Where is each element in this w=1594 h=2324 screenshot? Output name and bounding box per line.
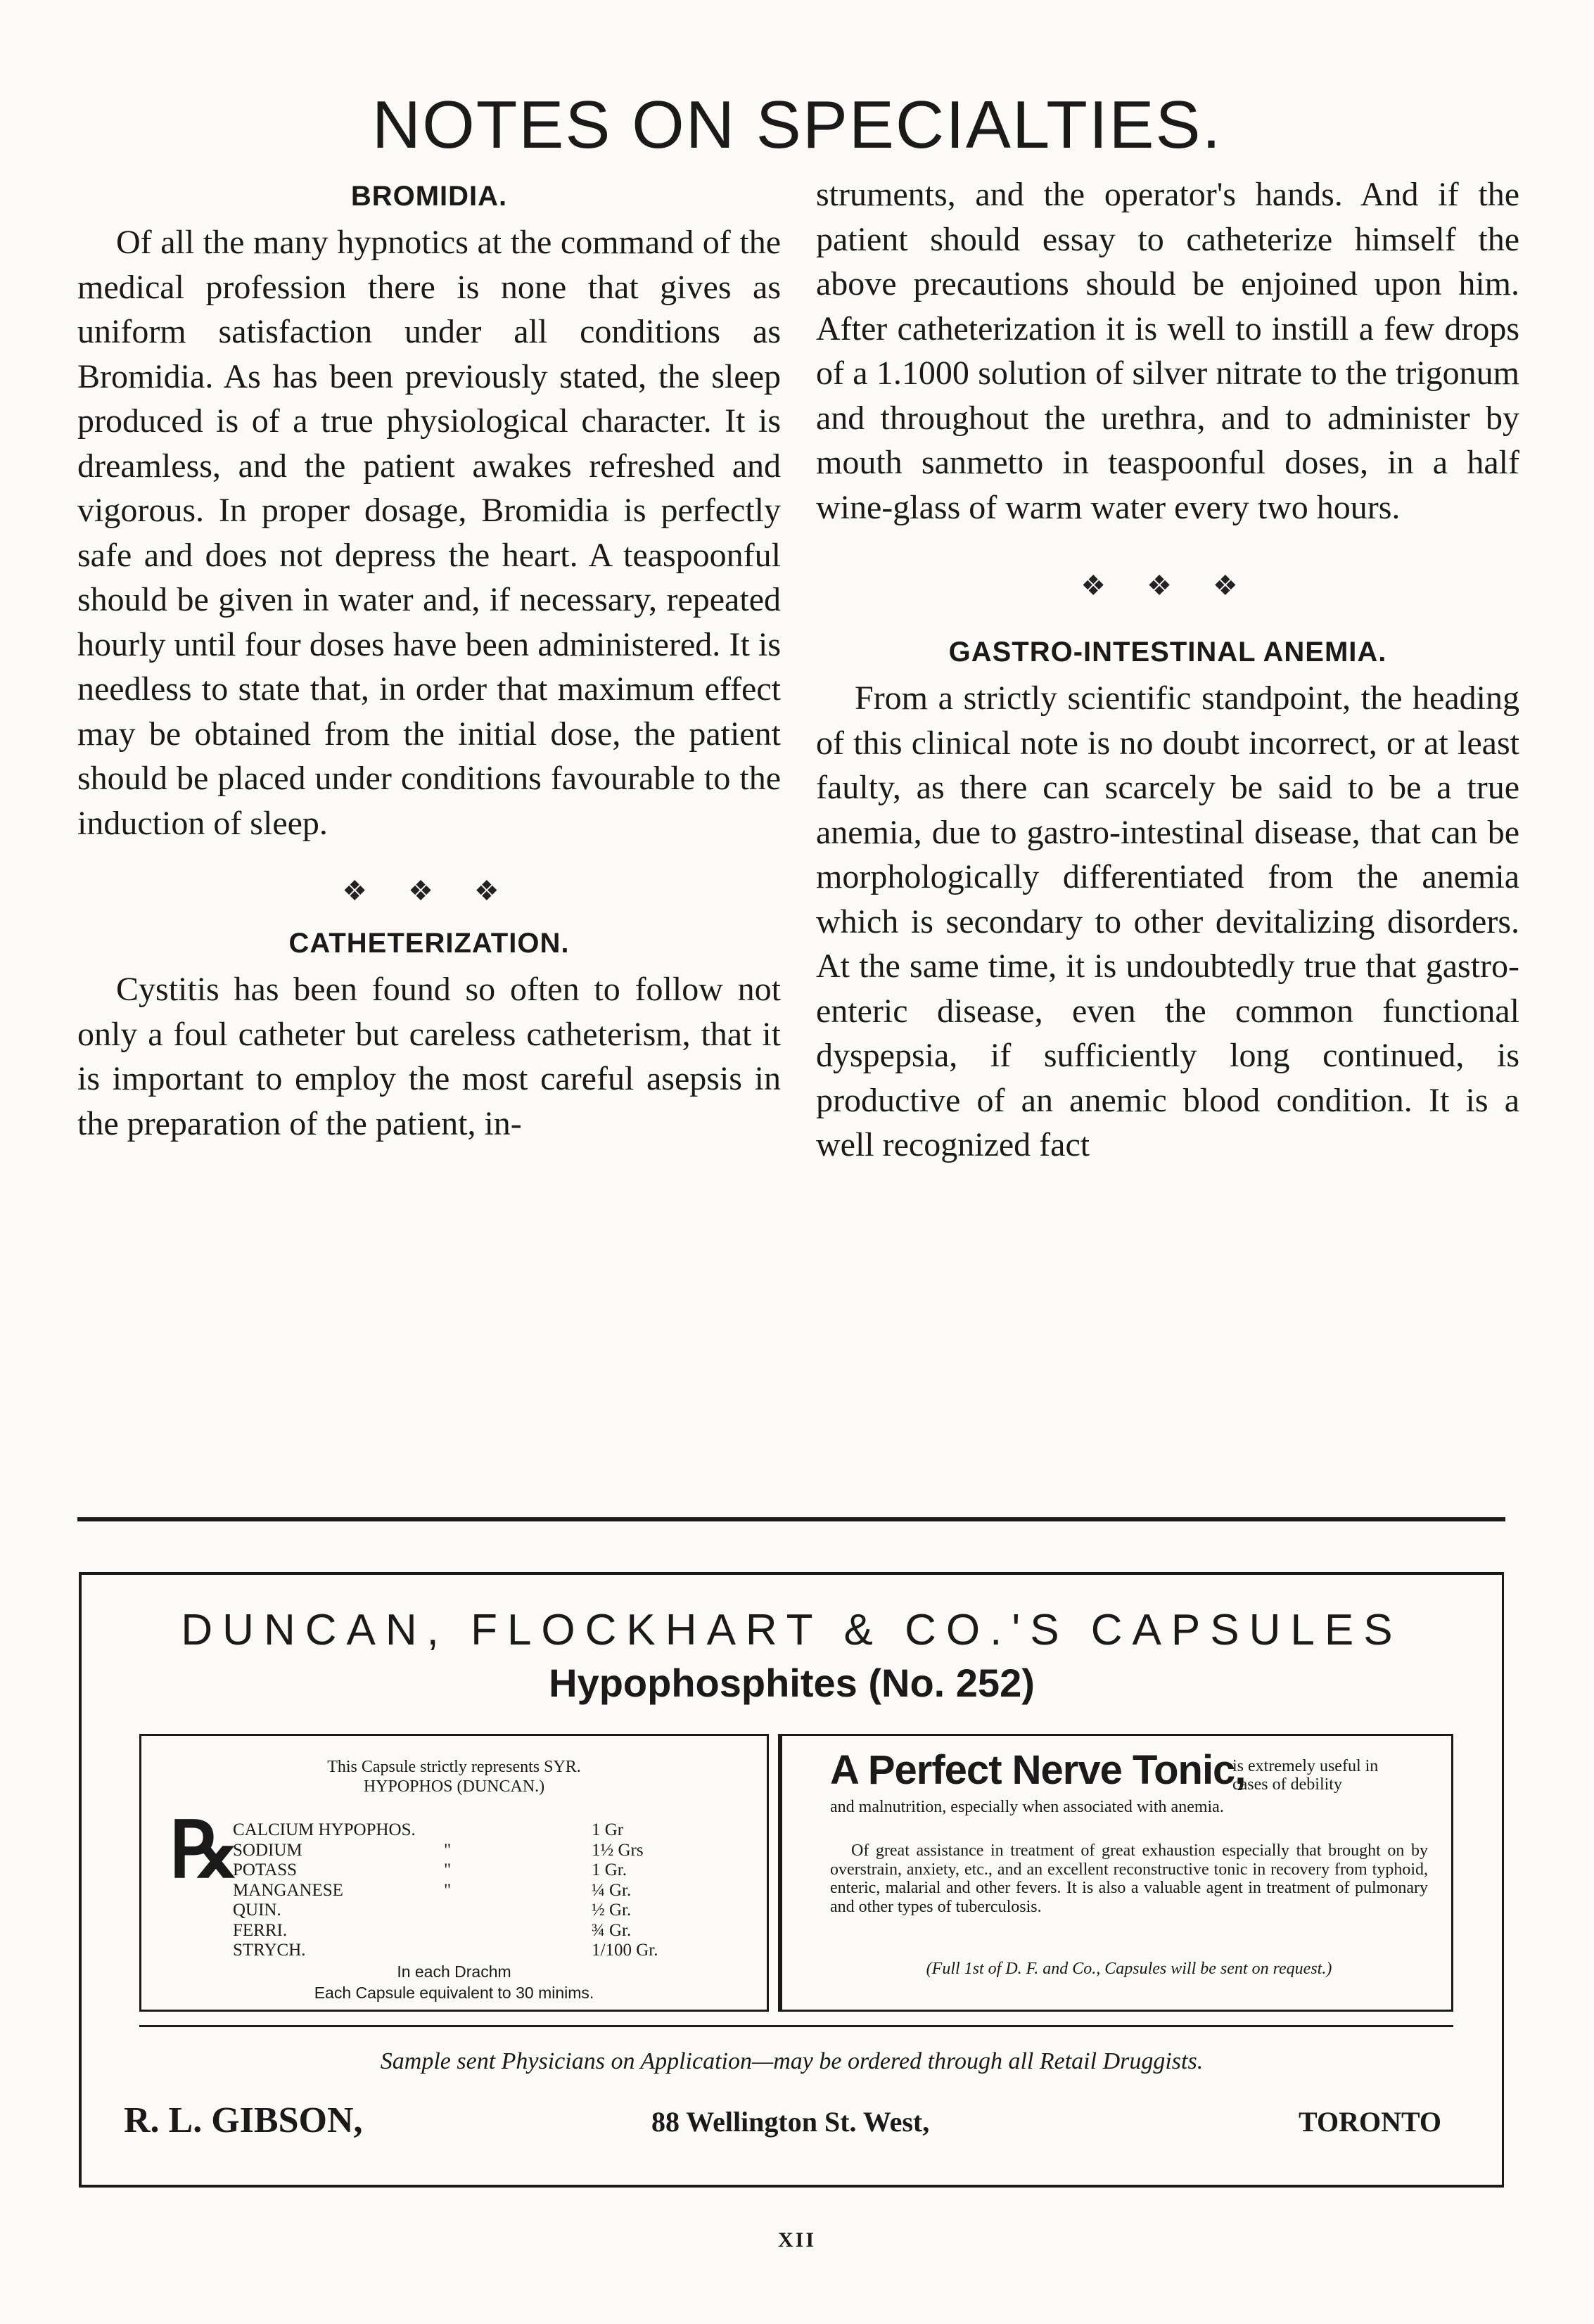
ad-subtitle: Hypophosphites (No. 252)	[549, 1661, 1035, 1705]
capsule-equivalent-note: Each Capsule equivalent to 30 minims.	[314, 1984, 594, 2002]
catheterization-body-part1: Cystitis has been found so often to follow not only a foul catheter but careless catheterism, that it is important to employ the most careful asepsis in the preparation of the patient, in-	[77, 971, 781, 1142]
capsule-list-note: (Full 1st of D. F. and Co., Capsules will be sent on request.)	[926, 1960, 1332, 1978]
ingredient-dose: 1 Gr	[592, 1820, 624, 1839]
right-column	[816, 172, 1519, 1168]
rx-symbol: ℞	[170, 1808, 239, 1894]
anemia-heading: GASTRO-INTESTINAL ANEMIA.	[948, 637, 1387, 668]
ingredient-list	[233, 1820, 669, 1961]
ingredient-dose: ¾ Gr.	[592, 1920, 632, 1940]
ingredient-name: FERRI.	[233, 1920, 288, 1940]
ingredient-dose: 1/100 Gr.	[592, 1941, 658, 1960]
formula-represents-line2: HYPOPHOS (DUNCAN.)	[363, 1777, 545, 1796]
nerve-tonic-line1: and malnutrition, especially when associated with anemia.	[830, 1798, 1224, 1816]
formula-box	[139, 1734, 769, 2012]
ingredient-name: CALCIUM HYPOPHOS.	[233, 1820, 416, 1839]
agent-city: TORONTO	[1299, 2106, 1442, 2138]
agent-address: 88 Wellington St. West,	[651, 2106, 930, 2138]
advertisement-box	[79, 1572, 1504, 2188]
agent-name: R. L. GIBSON,	[124, 2100, 363, 2140]
nerve-tonic-side-note: is extremely useful in cases of debility	[1232, 1757, 1379, 1794]
catheterization-heading: CATHETERIZATION.	[288, 928, 570, 959]
left-column	[77, 172, 781, 1146]
ingredient-name: POTASS	[233, 1860, 298, 1879]
sample-line: Sample sent Physicians on Application—may be ordered through all Retail Druggists.	[380, 2048, 1204, 2074]
ingredient-row	[233, 1860, 669, 1881]
ingredient-dose: 1½ Grs	[592, 1840, 644, 1860]
page-number: XII	[777, 2228, 816, 2252]
ingredient-row	[233, 1820, 669, 1841]
ingredient-dose: ¼ Gr.	[592, 1880, 632, 1900]
ingredient-dose: ½ Gr.	[592, 1901, 632, 1920]
section-divider	[77, 1517, 1505, 1521]
section-ornament: ❖ ❖ ❖	[342, 875, 516, 907]
bromidia-body: Of all the many hypnotics at the command of the medical profession there is none that gives as uniform satisfaction under all conditions as Bromidia. As has been previously stated, the sleep produced is of a true physiological character. It is dreamless, and the patient awakes refreshed and vigorous. In proper dosage, Bromidia is perfectly safe and does not depress the heart. A teaspoonful should be given in water and, if necessary, repeated hourly until four doses have been administered. It is needless to state that, in order that maximum effect may be obtained from the initial dose, the patient should be placed under conditions favourable to the induction of sleep.	[77, 224, 781, 842]
ingredient-ditto: "	[444, 1880, 452, 1900]
ingredient-name: SODIUM	[233, 1840, 302, 1860]
bromidia-heading: BROMIDIA.	[350, 181, 508, 212]
nerve-tonic-box	[778, 1734, 1453, 2012]
ingredient-row	[233, 1841, 669, 1861]
ingredient-row	[233, 1921, 669, 1941]
nerve-tonic-headline-wrap	[830, 1747, 1246, 1793]
ad-divider	[139, 2025, 1453, 2027]
ingredient-ditto: "	[444, 1860, 452, 1879]
ad-title: DUNCAN, FLOCKHART & CO.'S CAPSULES	[181, 1606, 1403, 1654]
ingredient-name: QUIN.	[233, 1901, 281, 1920]
ingredient-name: STRYCH.	[233, 1941, 306, 1960]
anemia-body: From a strictly scientific standpoint, the heading of this clinical note is no doubt incorrect, or at least faulty, as there can scarcely be said to be a true anemia, due to gastro-intestinal disease, that can be morphologically differentiated from the anemia which is secondary to other devitalizing disorders. At the same time, it is undoubtedly true that gastro-enteric disease, even the common functional dyspepsia, if sufficiently long continued, is productive of an anemic blood condition. It is a well recognized fact	[816, 679, 1519, 1163]
nerve-tonic-paragraph: Of great assistance in treatment of great exhaustion especially that brought on by overstrain, anxiety, etc., and an excellent reconstructive tonic in recovery from typhoid, enteric, malarial and other fevers. It is also a valuable agent in treatment of pulmonary and other types of tuberculosis.	[830, 1841, 1428, 1916]
catheterization-body-part2: struments, and the operator's hands. And if the patient should essay to catheterize himself the above precautions should be enjoined upon him. After catheterization it is well to instill a few drops of a 1.1000 solution of silver nitrate to the trigonum and throughout the urethra, and to administer by mouth sanmetto in teaspoonful doses, in a half wine-glass of warm water every two hours.	[816, 176, 1519, 526]
ingredient-row	[233, 1941, 669, 1961]
ingredient-name: MANGANESE	[233, 1880, 343, 1900]
per-drachm-note: In each Drachm	[397, 1962, 511, 1981]
ingredient-dose: 1 Gr.	[592, 1860, 627, 1879]
ingredient-row	[233, 1881, 669, 1901]
ingredient-row	[233, 1901, 669, 1921]
ingredient-ditto: "	[444, 1840, 452, 1860]
page-title: NOTES ON SPECIALTIES.	[371, 87, 1223, 162]
formula-represents-line1: This Capsule strictly represents SYR.	[327, 1758, 581, 1776]
nerve-tonic-headline: A Perfect Nerve Tonic,	[830, 1747, 1246, 1793]
section-ornament: ❖ ❖ ❖	[1080, 570, 1255, 601]
